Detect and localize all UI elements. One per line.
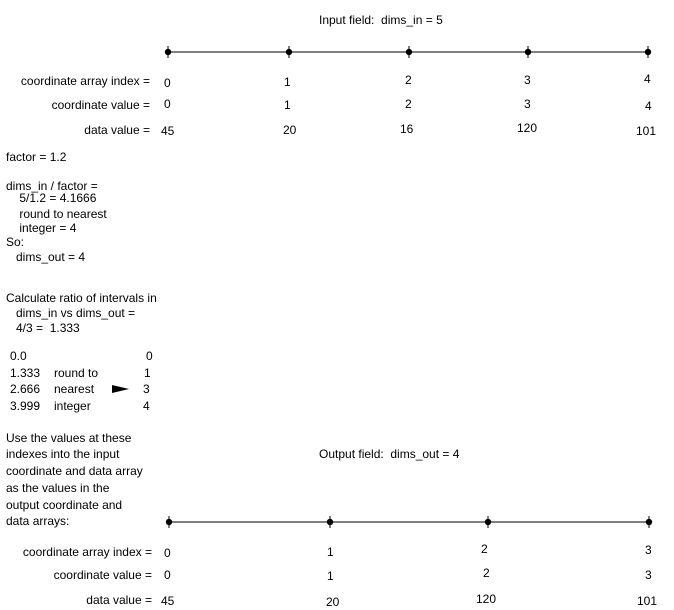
input-axis-point xyxy=(286,49,292,55)
output-coord-label: coordinate value = xyxy=(53,568,152,582)
use-values-line: Use the values at these xyxy=(6,431,132,445)
output-coord-value: 1 xyxy=(327,569,334,583)
output-data-label: data value = xyxy=(86,593,152,607)
output-coord-value: 3 xyxy=(645,568,652,582)
input-axis-point xyxy=(525,49,531,55)
dims-calc-line: dims_out = 4 xyxy=(6,250,86,264)
factor-text: factor = 1.2 xyxy=(6,150,67,164)
input-data-value: 20 xyxy=(283,123,297,137)
ratio-line: 4/3 = 1.333 xyxy=(6,321,80,335)
input-data-value: 45 xyxy=(161,124,175,138)
ratio-table-note: round to xyxy=(54,366,99,380)
output-data-value: 45 xyxy=(161,594,175,608)
input-data-value: 120 xyxy=(517,121,538,135)
ratio-table-value: 3.999 xyxy=(10,399,41,413)
input-coord-value: 0 xyxy=(164,97,171,111)
dims-calc-line: integer = 4 xyxy=(6,221,77,235)
ratio-table-note: nearest xyxy=(54,382,95,396)
input-coord-value: 3 xyxy=(524,97,531,111)
use-values-line: data arrays: xyxy=(6,514,70,528)
dims-calc-line: round to nearest xyxy=(6,207,107,221)
use-values-line: coordinate and data array xyxy=(6,464,143,478)
output-title: Output field: dims_out = 4 xyxy=(319,447,460,461)
output-index-value: 0 xyxy=(164,546,171,560)
dims-calc-line: 5/1.2 = 4.1666 xyxy=(6,191,97,205)
input-index-value: 0 xyxy=(164,76,171,90)
output-index-value: 1 xyxy=(327,545,334,559)
dims-calc-line: So: xyxy=(6,235,25,249)
input-coord-value: 1 xyxy=(284,98,291,112)
output-coord-value: 0 xyxy=(164,568,171,582)
ratio-table-value: 0.0 xyxy=(10,349,27,363)
input-data-value: 16 xyxy=(400,122,414,136)
output-index-value: 2 xyxy=(481,542,488,556)
output-data-value: 20 xyxy=(326,595,340,609)
input-index-value: 4 xyxy=(644,72,651,86)
ratio-table-result: 3 xyxy=(143,382,150,396)
input-coord-label: coordinate value = xyxy=(51,98,150,112)
input-index-value: 3 xyxy=(524,73,531,87)
input-index-value: 2 xyxy=(405,73,412,87)
ratio-line: dims_in vs dims_out = xyxy=(6,306,136,320)
input-axis-point xyxy=(645,49,651,55)
input-data-label: data value = xyxy=(84,123,150,137)
input-axis-point xyxy=(165,49,171,55)
input-title: Input field: dims_in = 5 xyxy=(319,13,443,27)
input-coord-value: 2 xyxy=(405,97,412,111)
ratio-table-value: 2.666 xyxy=(10,382,41,396)
arrow-icon xyxy=(112,385,129,393)
ratio-line: Calculate ratio of intervals in xyxy=(6,291,157,305)
input-index-label: coordinate array index = xyxy=(20,74,150,88)
ratio-table-result: 1 xyxy=(144,366,151,380)
ratio-table-value: 1.333 xyxy=(10,366,41,380)
output-coord-value: 2 xyxy=(483,566,490,580)
ratio-table-result: 4 xyxy=(143,399,150,413)
ratio-table-result: 0 xyxy=(146,349,153,363)
output-index-value: 3 xyxy=(645,543,652,557)
use-values-line: as the values in the xyxy=(6,481,110,495)
output-index-label: coordinate array index = xyxy=(22,545,152,559)
use-values-line: output coordinate and xyxy=(6,498,123,512)
input-axis-point xyxy=(406,49,412,55)
output-data-value: 120 xyxy=(476,592,497,606)
input-index-value: 1 xyxy=(284,75,291,89)
output-data-value: 101 xyxy=(637,594,658,608)
ratio-table-note: integer xyxy=(54,399,91,413)
input-coord-value: 4 xyxy=(645,99,652,113)
use-values-line: indexes into the input xyxy=(6,447,120,461)
dims-calc-line: dims_in / factor = xyxy=(6,179,98,193)
input-data-value: 101 xyxy=(636,124,657,138)
